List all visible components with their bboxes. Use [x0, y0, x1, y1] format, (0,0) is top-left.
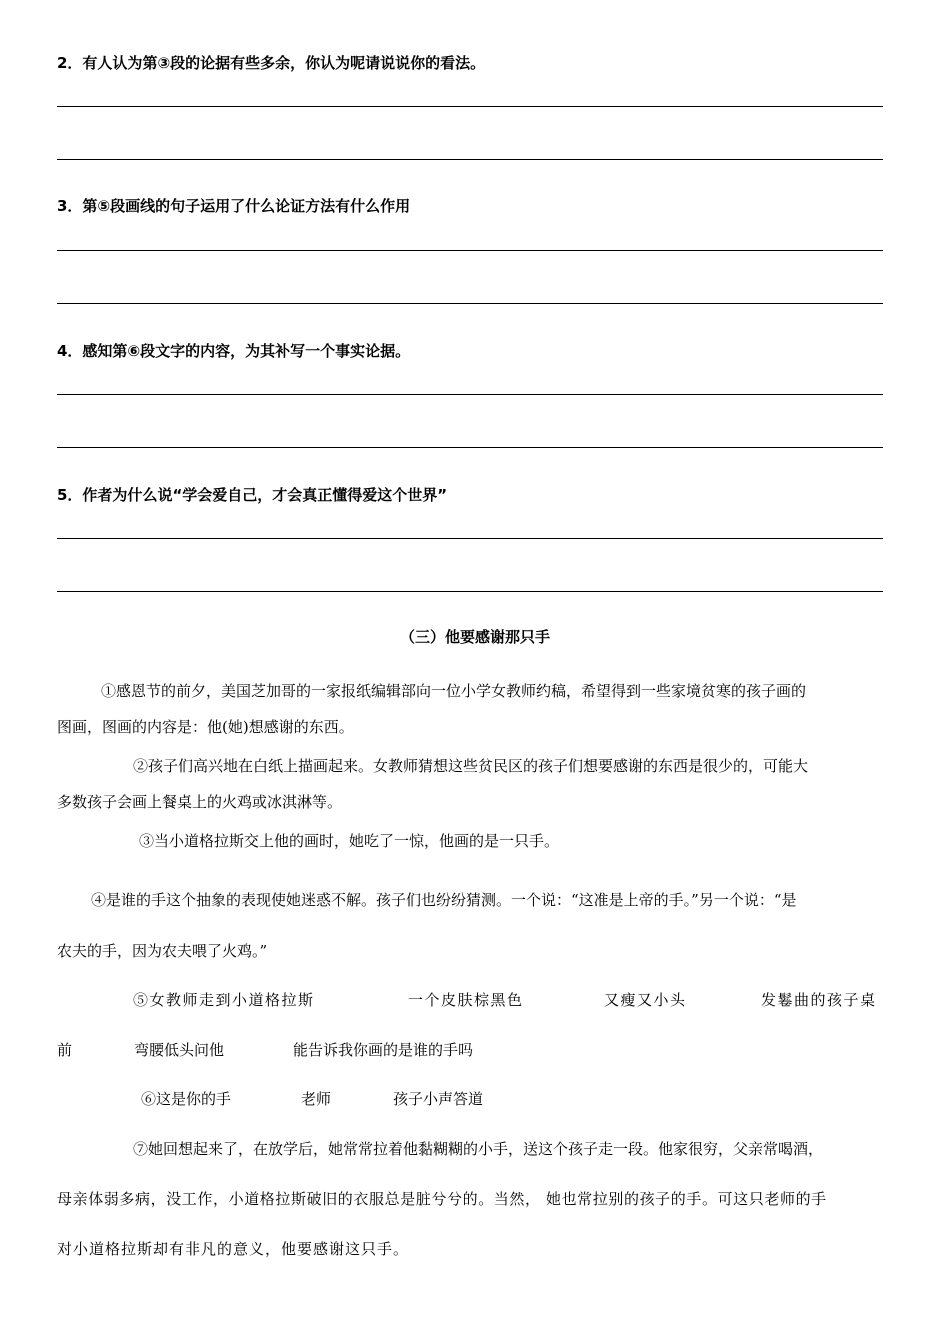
paragraph-1-line-1: ①感恩节的前夕，美国芝加哥的一家报纸编辑部向一位小学女教师约稿，希望得到一些家境贫寒的孩子画的 — [101, 682, 807, 700]
paragraph-5-fragment: 弯腰低头问他 — [134, 1041, 225, 1059]
question-5: 5．作者为什么说“学会爱自己，才会真正懂得爱这个世界” — [57, 486, 448, 504]
answer-line — [57, 159, 883, 160]
answer-line — [57, 538, 883, 539]
paragraph-1-line-2: 图画，图画的内容是：他(她)想感谢的东西。 — [57, 718, 354, 736]
paragraph-5-fragment: 能告诉我你画的是谁的手吗 — [293, 1041, 474, 1059]
paragraph-4-line-1: ④是谁的手这个抽象的表现使她迷惑不解。孩子们也纷纷猜测。一个说：“这准是上帝的手。”另一个说：“是 — [91, 891, 797, 909]
paragraph-5-fragment: 又瘦又小头 — [604, 991, 687, 1009]
question-3: 3．第⑤段画线的句子运用了什么论证方法有什么作用 — [57, 197, 411, 215]
answer-line — [57, 591, 883, 592]
paragraph-7-line-3: 对小道格拉斯却有非凡的意义，他要感谢这只手。 — [57, 1240, 410, 1258]
question-4: 4．感知第⑥段文字的内容，为其补写一个事实论据。 — [57, 342, 411, 360]
paragraph-3-line-1: ③当小道格拉斯交上他的画时，她吃了一惊，他画的是一只手。 — [139, 832, 560, 850]
paragraph-6-fragment: 孩子小声答道 — [393, 1090, 484, 1108]
paragraph-6-fragment: 老师 — [301, 1090, 332, 1108]
paragraph-5-fragment: 一个皮肤棕黑色 — [408, 991, 524, 1009]
question-2: 2．有人认为第③段的论据有些多余，你认为呢请说说你的看法。 — [57, 54, 486, 72]
section-title: （三）他要感谢那只手 — [399, 628, 550, 646]
answer-line — [57, 250, 883, 251]
paragraph-7-line-2: 母亲体弱多病，没工作，小道格拉斯破旧的衣服总是脏兮兮的。当然， 她也常拉别的孩子的手。可这只老师的手 — [57, 1190, 827, 1208]
answer-line — [57, 447, 883, 448]
paragraph-6-fragment: ⑥这是你的手 — [141, 1090, 232, 1108]
paragraph-5-fragment: 前 — [57, 1041, 73, 1059]
answer-line — [57, 303, 883, 304]
paragraph-5-fragment: 发鬈曲的孩子桌 — [761, 991, 877, 1009]
paragraph-2-line-2: 多数孩子会画上餐桌上的火鸡或冰淇淋等。 — [57, 793, 343, 811]
paragraph-7-line-1: ⑦她回想起来了，在放学后，她常常拉着他黏糊糊的小手，送这个孩子走一段。他家很穷，父亲常喝酒， — [133, 1140, 824, 1158]
paragraph-4-line-2: 农夫的手，因为农夫喂了火鸡。” — [57, 942, 268, 960]
answer-line — [57, 394, 883, 395]
answer-line — [57, 106, 883, 107]
paragraph-5-fragment: ⑤女教师走到小道格拉斯 — [133, 991, 315, 1009]
paragraph-2-line-1: ②孩子们高兴地在白纸上描画起来。女教师猜想这些贫民区的孩子们想要感谢的东西是很少的，可能大 — [133, 757, 809, 775]
